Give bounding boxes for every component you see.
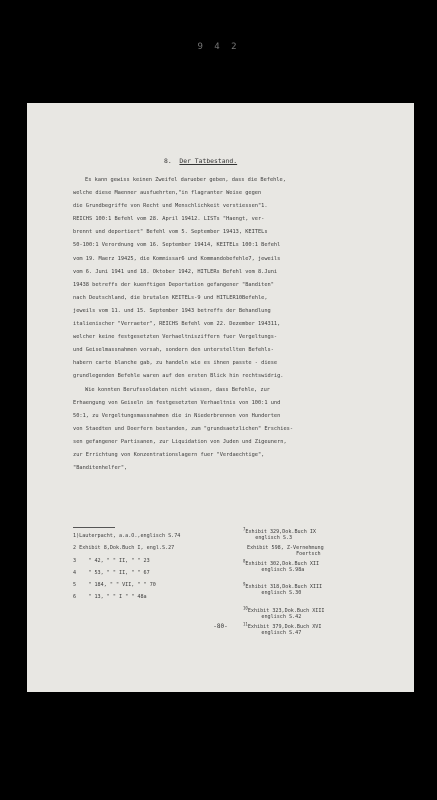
section-number: 8. (164, 157, 172, 165)
footnote-text: englisch S.47 (261, 630, 302, 636)
section-heading (164, 157, 237, 165)
footnote-text: englisch S.3 (255, 535, 293, 541)
footnote-text: Exhibit 329,Dok.Buch IX (245, 529, 316, 535)
footnotes-left (73, 533, 268, 607)
footnote-text: " 184, " " VII, " " 70 (88, 582, 156, 589)
footnote-text: Exhibit 598, Z-Vernehmung (247, 545, 324, 551)
text-line: 19438 betreffs der kuenftigen Deportation gefangener "Banditen" (73, 281, 274, 288)
footnote-item (243, 526, 413, 545)
footnote-text: " 13, " " I " " 48a (88, 594, 147, 601)
footnote-text: englisch S.98a (261, 567, 305, 573)
text-line: vom 19. Maerz 19425, die Kommissar6 und Kommandobefehle7, jeweils (73, 255, 281, 262)
footnote-number: 4 (73, 569, 77, 576)
footnote-text: " 53, " " II, " " 67 (88, 569, 150, 576)
footnote-number: 6 (73, 594, 77, 601)
text-line: jeweils vom 11. und 15. September 1943 betreffs der Behandlung (73, 307, 271, 314)
footnote-text: " 42, " " II, " " 23 (88, 557, 150, 564)
footnote-text: englisch S.30 (261, 590, 302, 596)
text-line: welche diese Maenner ausfuehrten,"in flagranter Weise gegen (73, 190, 262, 197)
body-text (73, 174, 413, 475)
text-line: grundlegenden Befehle waren auf den ersten Blick hin rechtswidrig. (73, 373, 284, 380)
footnote-separator (73, 527, 115, 528)
text-line: vom 6. Juni 1941 und 18. Oktober 1942, HITLERs Befehl vom 8.Juni (73, 268, 278, 275)
footnote-text: Foertsch (296, 551, 321, 557)
document-page (27, 103, 414, 692)
text-line: Wie konnten Berufssoldaten nicht wissen, dass Befehle, zur (85, 386, 270, 393)
text-line: 50-100:1 Verordnung vom 16. September 19414, KEITELs 100:1 Befehl (73, 242, 281, 249)
footnote-number: 8 (243, 558, 246, 564)
footnote-number: 9 (243, 581, 246, 587)
text-line: und Geiselmassnahmen vorsah, sondern den unterstellten Befehls- (73, 347, 274, 354)
text-line: 50:1, zu Vergeltungsmassnahmen die in Niederbrennen von Hunderten (73, 412, 281, 419)
text-line: die Grundbegriffe von Recht und Menschlichkeit verstiessen"1. (73, 203, 268, 210)
footnote-item (73, 594, 268, 606)
text-line: von Staedten und Doerfern bestanden, zum "grundsaetzlichen" Erschies- (73, 425, 294, 432)
footnote-item (73, 582, 268, 594)
text-line: REICHS 100:1 Befehl vom 28. April 19412. LISTs "Haengt, ver- (73, 216, 265, 223)
footnote-number: 2 (73, 545, 77, 552)
footnote-number: 5 (73, 582, 77, 589)
top-page-number: 9 4 2 (197, 42, 240, 52)
footnote-text: Exhibit 302,Dok.Buch XII (245, 561, 320, 567)
footnote-number: 3 (73, 557, 77, 564)
text-line: sen gefangener Partisanen, zur Liquidation von Juden und Zigeunern, (73, 438, 287, 445)
footnote-text: englisch S.42 (261, 614, 302, 620)
footnote-number: 1) (73, 533, 80, 539)
footnote-item (73, 558, 268, 570)
text-line: Erhaengung von Geiseln im festgesetzten Verhaeltnis von 100:1 und (73, 399, 281, 406)
footnote-number: 10 (243, 605, 248, 611)
text-line: brennt und deportiert" Befehl vom 5. September 19413, KEITELs (73, 229, 268, 236)
text-line: italienischer "Verraeter", REICHS Befehl vom 22. Dezember 194311, (73, 321, 281, 328)
text-line: habern carte blanche gab, zu handeln wie es ihnen passte - diese (73, 360, 278, 367)
footnote-number: 7 (243, 526, 246, 532)
footnote-text: Exhibit 323,Dok.Buch XIII (247, 608, 325, 614)
footnote-item (73, 570, 268, 582)
footnote-item (73, 545, 268, 557)
footnote-text: Exhibit 318,Dok.Buch XIII (245, 584, 323, 590)
page-number: -80- (213, 623, 228, 630)
footnote-text: Lauterpacht, a.a.O.,englisch S.74 (79, 533, 181, 539)
footnote-text: Exhibit 379,Dok.Buch XVI (247, 624, 322, 630)
text-line: Es kann gewiss keinen Zweifel darueber geben, dass die Befehle, (85, 177, 286, 183)
text-line: zur Errichtung von Konzentrationslagern fuer "Verdaechtige", (73, 451, 265, 458)
section-title: Der Tatbestand. (179, 157, 238, 165)
text-line: nach Deutschland, die brutalen KEITELs-9 und HITLER10Befehle, (73, 294, 268, 301)
text-line: "Banditenhelfer", (73, 465, 128, 472)
footnote-number: 11 (243, 621, 248, 627)
footnote-text: Exhibit 8,Dok.Buch I, engl.S.27 (79, 545, 175, 552)
footnote-item (73, 533, 268, 545)
text-line: welcher keine festgesetzten Verhaeltnisziffern fuer Vergeltungs- (73, 334, 278, 341)
